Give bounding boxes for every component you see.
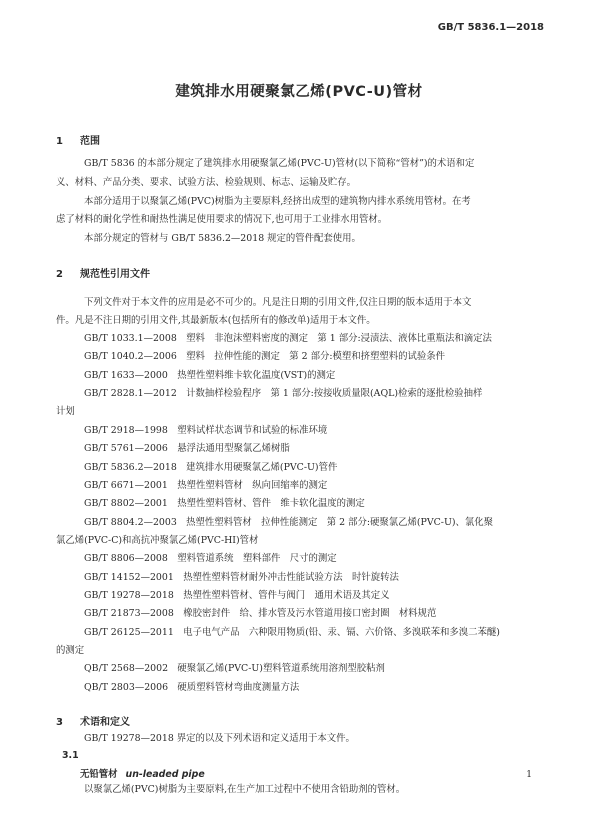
reference-item: GB/T 1633—2000 热塑性塑料维卡软化温度(VST)的测定 xyxy=(84,370,336,381)
reference-item: GB/T 8804.2—2003 热塑性塑料管材 拉伸性能测定 第 2 部分:硬聚氯乙烯(PVC-U)、氯化聚 xyxy=(84,517,494,528)
paragraph-line: GB/T 5836 的本部分规定了建筑排水用硬聚氯乙烯(PVC-U)管材(以下简称“管材”)的术语和定 xyxy=(84,158,475,169)
term-entry xyxy=(80,766,205,780)
reference-item: GB/T 8806—2008 塑料管道系统 塑料部件 尺寸的测定 xyxy=(84,553,337,564)
reference-item: GB/T 6671—2001 热塑性塑料管材 纵向回缩率的测定 xyxy=(84,480,328,491)
term-chinese: 无铅管材 xyxy=(80,769,118,780)
reference-item: QB/T 2568—2002 硬聚氯乙烯(PVC-U)塑料管道系统用溶剂型胶粘剂 xyxy=(84,663,385,674)
reference-item: GB/T 2918—1998 塑料试样状态调节和试验的标准环境 xyxy=(84,425,328,436)
paragraph-line: 义、材料、产品分类、要求、试验方法、检验规则、标志、运输及贮存。 xyxy=(56,177,357,188)
section-number: 3 xyxy=(56,717,63,728)
paragraph-line: 本部分规定的管材与 GB/T 5836.2—2018 规定的管件配套使用。 xyxy=(84,233,361,244)
page-number: 1 xyxy=(526,770,532,780)
paragraph-line: GB/T 19278—2018 界定的以及下列术语和定义适用于本文件。 xyxy=(84,733,355,744)
reference-item: GB/T 1040.2—2006 塑料 拉伸性能的测定 第 2 部分:模塑和挤塑塑料的试验条件 xyxy=(84,351,446,362)
section-title: 术语和定义 xyxy=(80,717,130,728)
reference-item: GB/T 5761—2006 悬浮法通用型聚氯乙烯树脂 xyxy=(84,443,290,454)
reference-item-continued: 计划 xyxy=(56,406,75,417)
paragraph-line: 本部分适用于以聚氯乙烯(PVC)树脂为主要原料,经挤出成型的建筑物内排水系统用管材。在考 xyxy=(84,196,471,207)
subclause-number: 3.1 xyxy=(62,750,79,761)
reference-item: GB/T 14152—2001 热塑性塑料管材耐外冲击性能试验方法 时针旋转法 xyxy=(84,572,399,583)
reference-item-continued: 的测定 xyxy=(56,645,85,656)
term-english: un-leaded pipe xyxy=(125,769,205,780)
reference-item: GB/T 26125—2011 电子电气产品 六种限用物质(铅、汞、镉、六价铬、多溴联苯和多溴二苯醚) xyxy=(84,627,500,638)
paragraph-line: 件。凡是不注日期的引用文件,其最新版本(包括所有的修改单)适用于本文件。 xyxy=(56,315,376,326)
standard-code-header: GB/T 5836.1—2018 xyxy=(437,22,544,33)
section-title: 规范性引用文件 xyxy=(80,269,150,280)
section-1-heading xyxy=(56,132,100,147)
section-number: 1 xyxy=(56,136,63,147)
paragraph-line: 下列文件对于本文件的应用是必不可少的。凡是注日期的引用文件,仅注日期的版本适用于本文 xyxy=(84,297,472,308)
section-number: 2 xyxy=(56,269,63,280)
reference-item: GB/T 21873—2008 橡胶密封件 给、排水管及污水管道用接口密封圈 材料规范 xyxy=(84,608,437,619)
reference-item: QB/T 2803—2006 硬质塑料管材弯曲度测量方法 xyxy=(84,682,300,693)
section-2-heading xyxy=(56,265,150,280)
reference-item: GB/T 5836.2—2018 建筑排水用硬聚氯乙烯(PVC-U)管件 xyxy=(84,462,338,473)
reference-item: GB/T 19278—2018 热塑性塑料管材、管件与阀门 通用术语及其定义 xyxy=(84,590,390,601)
section-3-heading xyxy=(56,713,130,728)
term-definition: 以聚氯乙烯(PVC)树脂为主要原料,在生产加工过程中不使用含铅助剂的管材。 xyxy=(84,784,406,795)
section-title: 范围 xyxy=(80,136,100,147)
document-title: 建筑排水用硬聚氯乙烯(PVC-U)管材 xyxy=(175,84,423,100)
reference-item: GB/T 1033.1—2008 塑料 非泡沫塑料密度的测定 第 1 部分:浸渍法、液体比重瓶法和滴定法 xyxy=(84,333,492,344)
reference-item: GB/T 2828.1—2012 计数抽样检验程序 第 1 部分:按接收质量限(AQL)检索的逐批检验抽样 xyxy=(84,388,483,399)
reference-item: GB/T 8802—2001 热塑性塑料管材、管件 维卡软化温度的测定 xyxy=(84,498,365,509)
reference-item-continued: 氯乙烯(PVC-C)和高抗冲聚氯乙烯(PVC-HI)管材 xyxy=(56,535,259,546)
paragraph-line: 虑了材料的耐化学性和耐热性满足使用要求的情况下,也可用于工业排水用管材。 xyxy=(56,214,388,225)
